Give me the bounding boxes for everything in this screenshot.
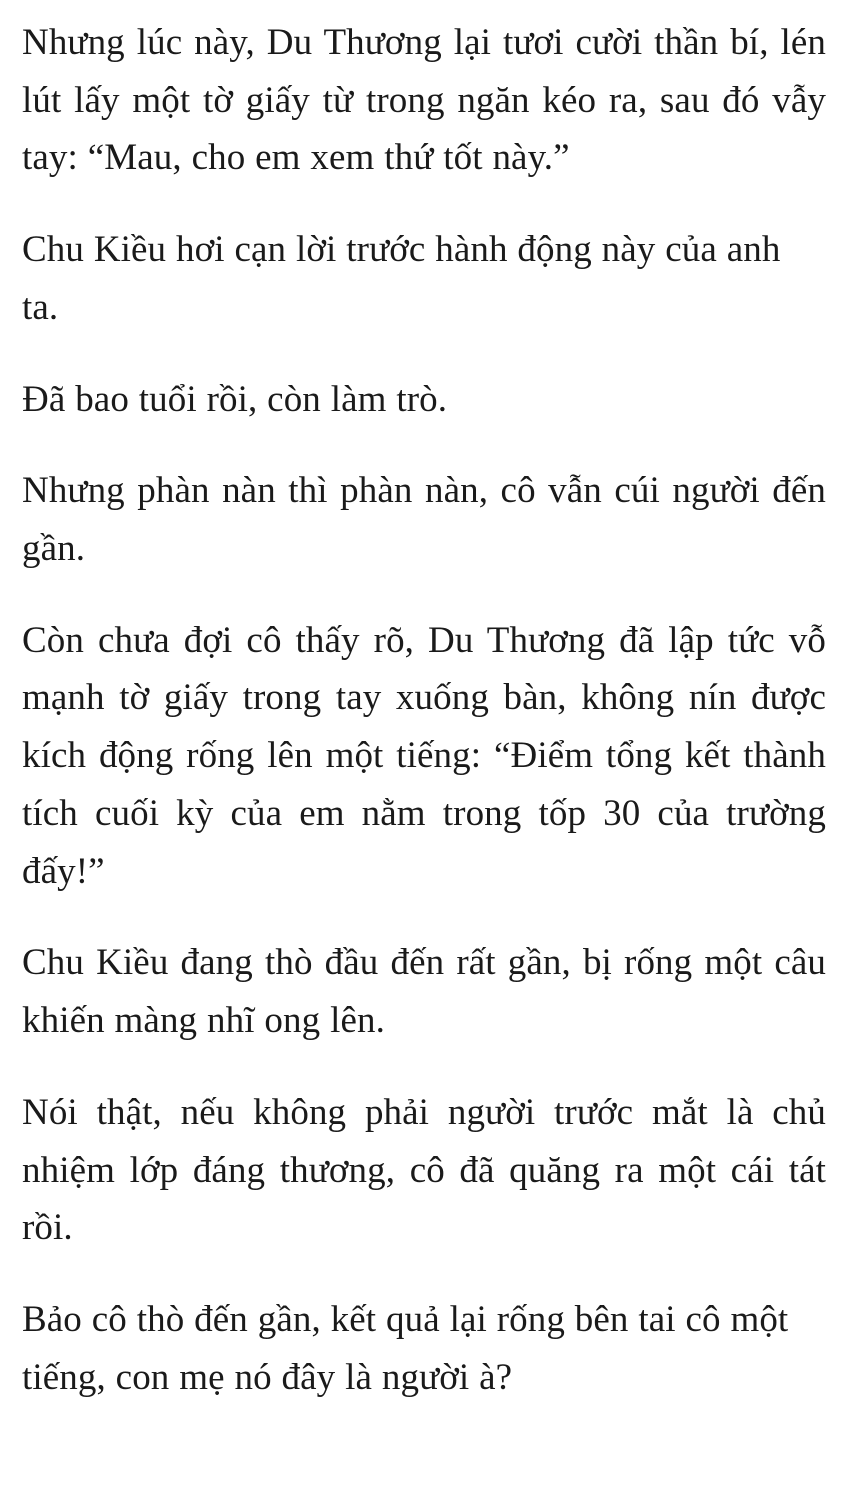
story-paragraph: Còn chưa đợi cô thấy rõ, Du Thương đã lập tức vỗ mạnh tờ giấy trong tay xuống bàn, không nín được kích động rống lên một tiếng: “Điểm tổng kết thành tích cuối kỳ của em nằm trong tốp 30 của trường đấy!” xyxy=(22,619,826,892)
story-paragraph: Chu Kiều đang thò đầu đến rất gần, bị rống một câu khiến màng nhĩ ong lên. xyxy=(22,942,826,1042)
story-paragraph: Nói thật, nếu không phải người trước mắt là chủ nhiệm lớp đáng thương, cô đã quăng ra một cái tát rồi. xyxy=(22,1091,826,1249)
story-paragraph: Bảo cô thò đến gần, kết quả lại rống bên tai cô một tiếng, con mẹ nó đây là người à? xyxy=(22,1298,789,1398)
story-paragraph: Chu Kiều hơi cạn lời trước hành động này của anh ta. xyxy=(22,229,781,328)
story-paragraph: Nhưng phàn nàn thì phàn nàn, cô vẫn cúi người đến gần. xyxy=(22,470,826,570)
story-paragraph: Đã bao tuổi rồi, còn làm trò. xyxy=(22,378,448,420)
story-paragraph: Nhưng lúc này, Du Thương lại tươi cười thần bí, lén lút lấy một tờ giấy từ trong ngăn kéo ra, sau đó vẫy tay: “Mau, cho em xem thứ tốt này.” xyxy=(22,22,826,179)
